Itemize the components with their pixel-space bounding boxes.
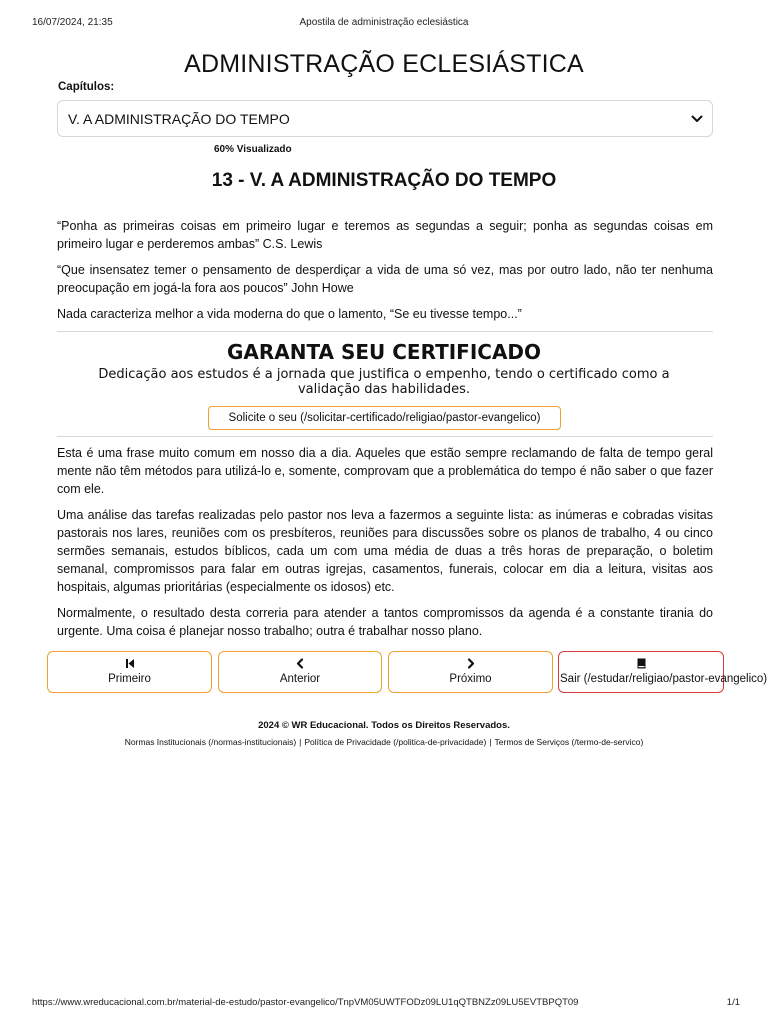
exit-button[interactable]: [558, 651, 768, 693]
divider: [57, 436, 713, 437]
print-page-number: 1/1: [726, 997, 740, 1008]
footer-separator: |: [489, 737, 492, 747]
body-paragraph: Uma análise das tarefas realizadas pelo pastor nos leva a fazermos a seguinte lista: as inúmeras e cobradas visitas pastorais nos lares, reuniões com os presbíteros, reuniões para discussões sobre os planos de trabalho, 4 ou cinco sermões semanais, estudos bíblicos, cada um com uma média de duas a três horas de preparação, o boletim semanal, compromissos para falar em outras igrejas, casamentos, funerais, colocar em dia a leitura, visitas aos hospitais, algumas prioritárias (especialmente os idosos) etc.: [57, 508, 713, 594]
quotes-block: [57, 217, 713, 331]
chapter-select-value: V. A ADMINISTRAÇÃO DO TEMPO: [68, 111, 290, 127]
skip-first-icon: [125, 658, 135, 669]
footer-separator: |: [299, 737, 302, 747]
chapter-select[interactable]: [57, 100, 713, 137]
previous-button-label: Anterior: [279, 673, 321, 685]
chevron-left-icon: [295, 658, 305, 669]
body-text: [57, 444, 713, 648]
chapter-title: 13 - V. A ADMINISTRAÇÃO DO TEMPO: [211, 170, 557, 191]
next-button[interactable]: [388, 651, 553, 693]
divider: [57, 331, 713, 332]
next-button-label: Próximo: [449, 673, 492, 685]
print-datetime: 16/07/2024, 21:35: [32, 17, 113, 28]
print-url: https://www.wreducacional.com.br/material-de-estudo/pastor-evangelico/TnpVM05UWTFODz09LU1qQTBNZz09LU5EVTBPQT09: [32, 997, 579, 1008]
quote-paragraph: “Que insensatez temer o pensamento de desperdiçar a vida de uma só vez, mas por outro lado, não ter nenhuma preocupação em jogá-la fora aos poucos” John Howe: [57, 263, 713, 295]
body-paragraph: Esta é uma frase muito comum em nosso dia a dia. Aqueles que estão sempre reclamando de falta de tempo geral mente não têm métodos para utilizá-lo e, somente, comprovam que a problemática do tempo é não saber o que fazer com ele.: [57, 446, 713, 496]
footer-links: [0, 737, 768, 747]
main-title: ADMINISTRAÇÃO ECLESIÁSTICA: [184, 50, 584, 78]
quote-paragraph: Nada caracteriza melhor a vida moderna do que o lamento, “Se eu tivesse tempo...”: [57, 307, 522, 321]
footer-link-terms-of-service[interactable]: Termos de Serviços (/termo-de-servico): [494, 737, 644, 747]
chevron-down-icon: [691, 114, 703, 124]
print-header: [32, 17, 736, 31]
footer-link-privacy-policy[interactable]: Política de Privacidade (/politica-de-privacidade): [304, 737, 487, 747]
request-certificate-button[interactable]: Solicite o seu (/solicitar-certificado/religiao/pastor-evangelico): [208, 406, 561, 430]
first-button[interactable]: [47, 651, 212, 693]
certificate-title: GARANTA SEU CERTIFICADO: [226, 340, 542, 364]
quote-paragraph: “Ponha as primeiras coisas em primeiro lugar e teremos as segundas a seguir; ponha as segundas coisas em primeiro lugar e perderemos ambas” C.S. Lewis: [57, 219, 713, 251]
chapters-label: Capítulos:: [58, 81, 115, 93]
footer-link-institutional-norms[interactable]: Normas Institucionais (/normas-institucionais): [124, 737, 297, 747]
print-footer: [32, 997, 740, 1009]
chevron-right-icon: [466, 658, 476, 669]
body-paragraph: Normalmente, o resultado desta correria para atender a tantos compromissos da agenda é a constante tirania do urgente. Uma coisa é planejar nosso trabalho; outra é trabalhar nosso plano.: [57, 606, 713, 638]
first-button-label: Primeiro: [108, 673, 151, 685]
exit-button-label: Sair (/estudar/religiao/pastor-evangelico): [560, 673, 768, 685]
book-icon: [636, 658, 647, 669]
certificate-subtitle: Dedicação aos estudos é a jornada que justifica o empenho, tendo o certificado como a validação das habilidades.: [98, 367, 670, 397]
progress-label: 60% Visualizado: [214, 144, 292, 155]
print-page-title: Apostila de administração eclesiástica: [299, 17, 469, 28]
previous-button[interactable]: [218, 651, 382, 693]
copyright: 2024 © WR Educacional. Todos os Direitos Reservados.: [258, 720, 510, 731]
